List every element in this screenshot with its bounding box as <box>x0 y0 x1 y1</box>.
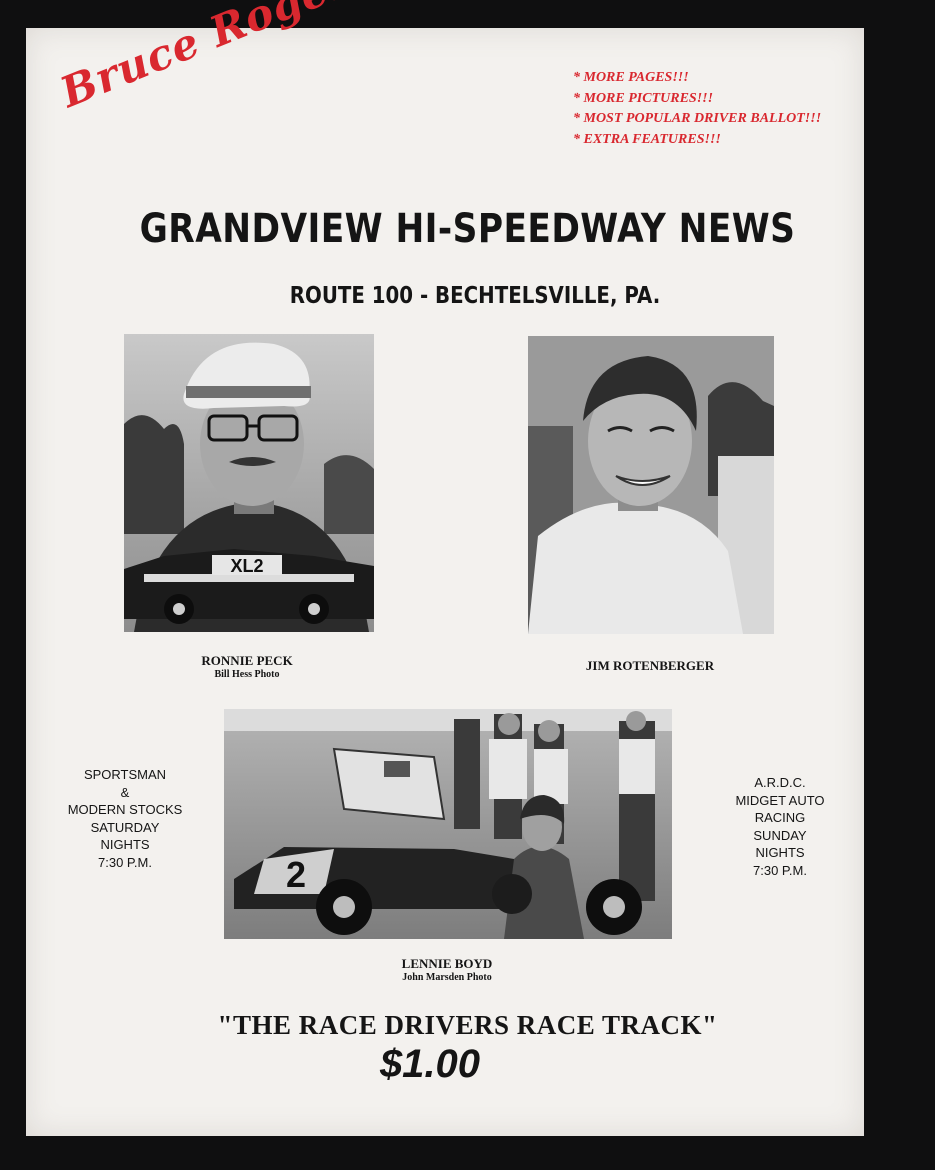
slogan: "THE RACE DRIVERS RACE TRACK" <box>217 1010 718 1040</box>
caption-jim-rotenberger <box>560 658 740 674</box>
schedule-line: 7:30 P.M. <box>98 854 152 870</box>
caption-ronnie-peck <box>165 653 329 680</box>
price-label: $1.00 <box>379 1042 481 1086</box>
photo-credit: John Marsden Photo <box>402 972 492 983</box>
driver-name: JIM ROTENBERGER <box>585 658 715 673</box>
page-title: GRANDVIEW HI-SPEEDWAY NEWS <box>139 206 796 252</box>
schedule-line: MODERN STOCKS <box>67 802 183 817</box>
schedule-line: SUNDAY <box>753 827 807 843</box>
schedule-line: SPORTSMAN <box>83 767 167 782</box>
driver-name: RONNIE PECK <box>201 653 293 668</box>
photo-credit: Bill Hess Photo <box>214 669 280 680</box>
promo-item: * EXTRA FEATURES!!! <box>573 131 721 147</box>
schedule-line: & <box>120 784 130 800</box>
schedule-line: SATURDAY <box>90 819 160 835</box>
schedule-line: RACING <box>754 810 806 825</box>
photo-ronnie-peck <box>124 334 374 632</box>
caption-lennie-boyd <box>362 956 532 983</box>
schedule-line: MIDGET AUTO <box>735 792 825 808</box>
car-number-label: 2 <box>285 854 307 895</box>
promo-list <box>573 68 821 150</box>
schedule-line: NIGHTS <box>100 837 150 852</box>
promo-item: * MORE PICTURES!!! <box>573 90 714 106</box>
promo-item: * MOST POPULAR DRIVER BALLOT!!! <box>573 111 822 126</box>
schedule-line: 7:30 P.M. <box>753 862 807 878</box>
car-number-label: XL2 <box>230 556 264 576</box>
schedule-sportsman <box>50 766 200 871</box>
photo-lennie-boyd <box>224 709 672 939</box>
schedule-ardc <box>712 774 848 879</box>
driver-name: LENNIE BOYD <box>401 956 493 971</box>
schedule-line: A.R.D.C. <box>754 775 806 790</box>
photo-jim-rotenberger <box>528 336 774 634</box>
location-subtitle: ROUTE 100 - BECHTELSVILLE, PA. <box>289 283 661 309</box>
schedule-line: NIGHTS <box>755 845 805 860</box>
promo-item: * MORE PAGES!!! <box>573 70 689 85</box>
